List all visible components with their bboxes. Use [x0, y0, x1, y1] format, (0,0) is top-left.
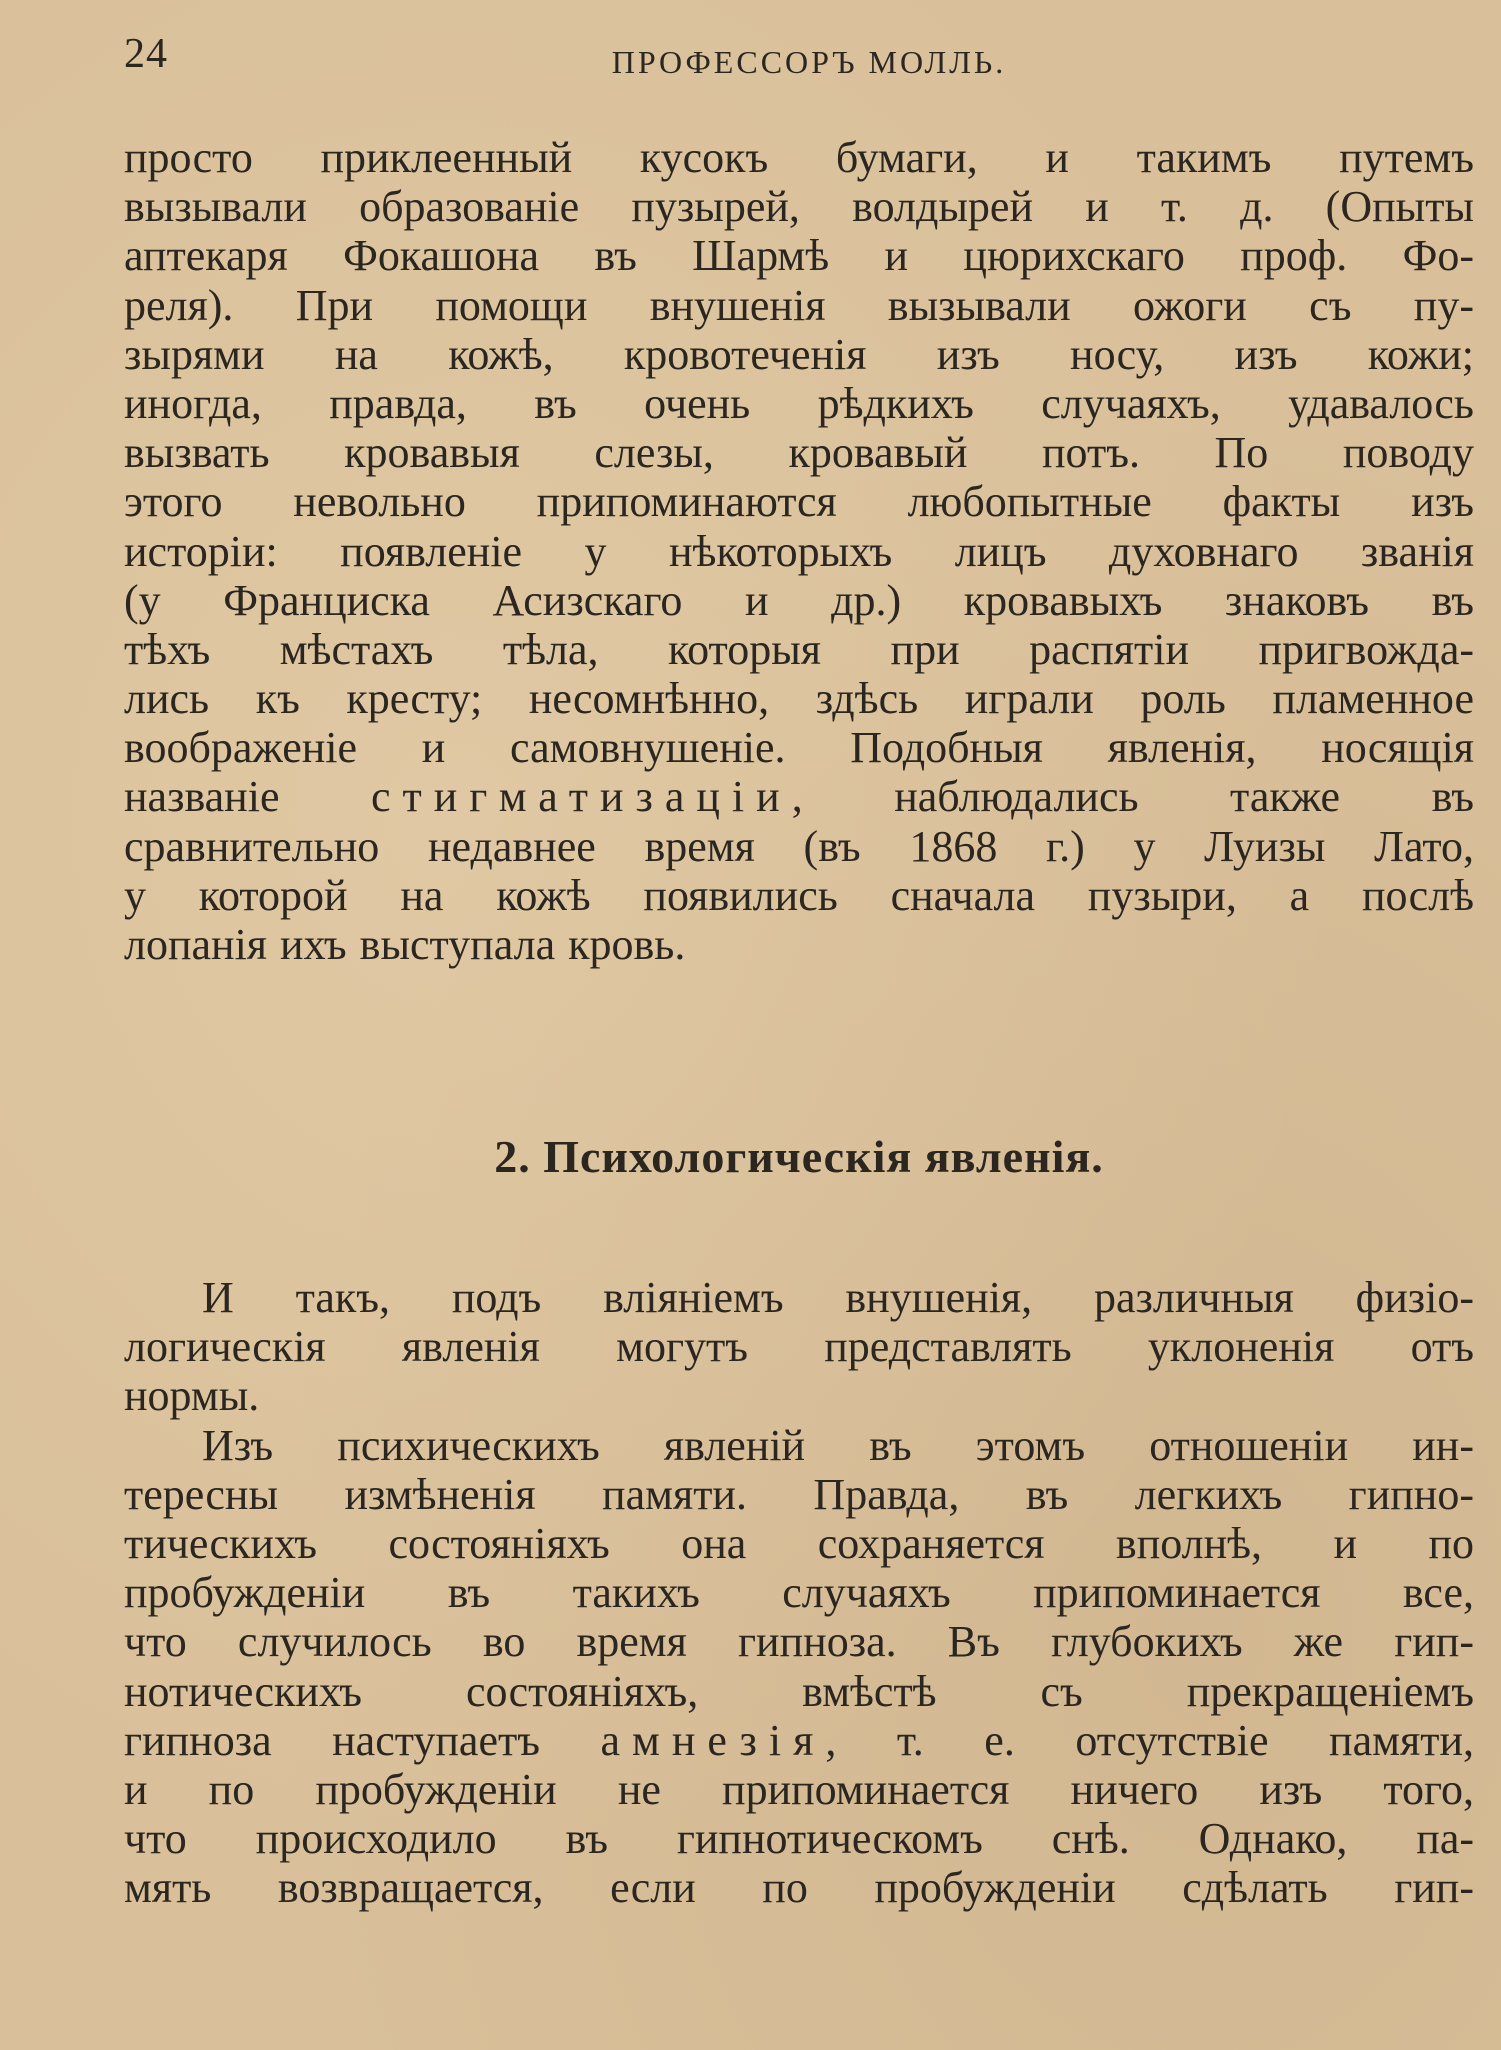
- text-line: у которой на кожѣ появились сначала пузыри, а послѣ: [124, 870, 1474, 920]
- text-line: сравнительно недавнее время (въ 1868 г.) у Луизы Лато,: [124, 821, 1474, 871]
- running-title: ПРОФЕССОРЪ МОЛЛЬ.: [611, 44, 1007, 80]
- text-fragment: названіе: [124, 772, 371, 822]
- page-number: 24: [124, 31, 168, 77]
- text-fragment: , т. е. отсутствіе памяти,: [825, 1715, 1474, 1765]
- text-line: что происходило въ гипнотическомъ снѣ. Однако, па-: [124, 1814, 1474, 1864]
- text-line: тересны измѣненія памяти. Правда, въ легкихъ гипно-: [124, 1469, 1474, 1519]
- section-1-text: [124, 133, 1474, 969]
- text-line-stigmatization: [124, 772, 1474, 821]
- text-line: тическихъ состояніяхъ она сохраняется вполнѣ, и по: [124, 1518, 1474, 1568]
- text-line: просто приклеенный кусокъ бумаги, и такимъ путемъ: [124, 133, 1474, 182]
- text-line: нотическихъ состояніяхъ, вмѣстѣ съ прекращеніемъ: [124, 1666, 1474, 1716]
- text-line: Изъ психическихъ явленій въ этомъ отношеніи ин-: [202, 1420, 1474, 1470]
- text-line: иногда, правда, въ очень рѣдкихъ случаяхъ, удавалось: [124, 378, 1474, 428]
- text-line: нормы.: [124, 1371, 260, 1421]
- text-line: вызывали образованіе пузырей, волдырей и т. д. (Опыты: [124, 182, 1474, 232]
- text-line: реля). При помощи внушенія вызывали ожоги съ пу-: [124, 280, 1474, 330]
- text-line: логическія явленія могутъ представлять уклоненія отъ: [124, 1322, 1474, 1372]
- text-line: лись къ кресту; несомнѣнно, здѣсь играли роль пламенное: [124, 674, 1474, 724]
- section-heading: 2. Психологическія явленія.: [494, 1131, 1104, 1182]
- page-header: [124, 30, 1474, 90]
- text-line: воображеніе и самовнушеніе. Подобныя явленія, носящія: [124, 723, 1474, 773]
- text-fragment: , наблюдались также въ: [791, 772, 1474, 822]
- text-line: аптекаря Фокашона въ Шармѣ и цюрихскаго проф. Фо-: [124, 231, 1474, 281]
- text-line: и по пробужденіи не припоминается ничего изъ того,: [124, 1764, 1474, 1814]
- text-line-amnesia: [124, 1716, 1474, 1765]
- text-line: этого невольно припоминаются любопытные факты изъ: [124, 477, 1474, 527]
- text-line: зырями на кожѣ, кровотеченія изъ носу, изъ кожи;: [124, 329, 1474, 379]
- text-line: что случилось во время гипноза. Въ глубокихъ же гип-: [124, 1617, 1474, 1667]
- text-line: исторіи: появленіе у нѣкоторыхъ лицъ духовнаго званія: [124, 526, 1474, 576]
- section-2-text: [124, 1273, 1474, 1912]
- text-line: тѣхъ мѣстахъ тѣла, которыя при распятіи пригвожда-: [124, 624, 1474, 674]
- text-line: И такъ, подъ вліяніемъ внушенія, различныя физіо-: [202, 1273, 1474, 1322]
- text-line: мять возвращается, если по пробужденіи сдѣлать гип-: [124, 1863, 1474, 1913]
- term-amnesia: амнезія: [600, 1715, 826, 1765]
- text-fragment: гипноза наступаетъ: [124, 1715, 601, 1765]
- text-line: пробужденіи въ такихъ случаяхъ припоминается все,: [124, 1568, 1474, 1618]
- term-stigmatization: стигматизаціи: [370, 772, 792, 822]
- text-line: вызвать кровавыя слезы, кровавый потъ. По поводу: [124, 428, 1474, 478]
- text-line: (у Франциска Асизскаго и др.) кровавыхъ знаковъ въ: [124, 575, 1474, 625]
- text-line: лопанія ихъ выступала кровь.: [124, 920, 686, 969]
